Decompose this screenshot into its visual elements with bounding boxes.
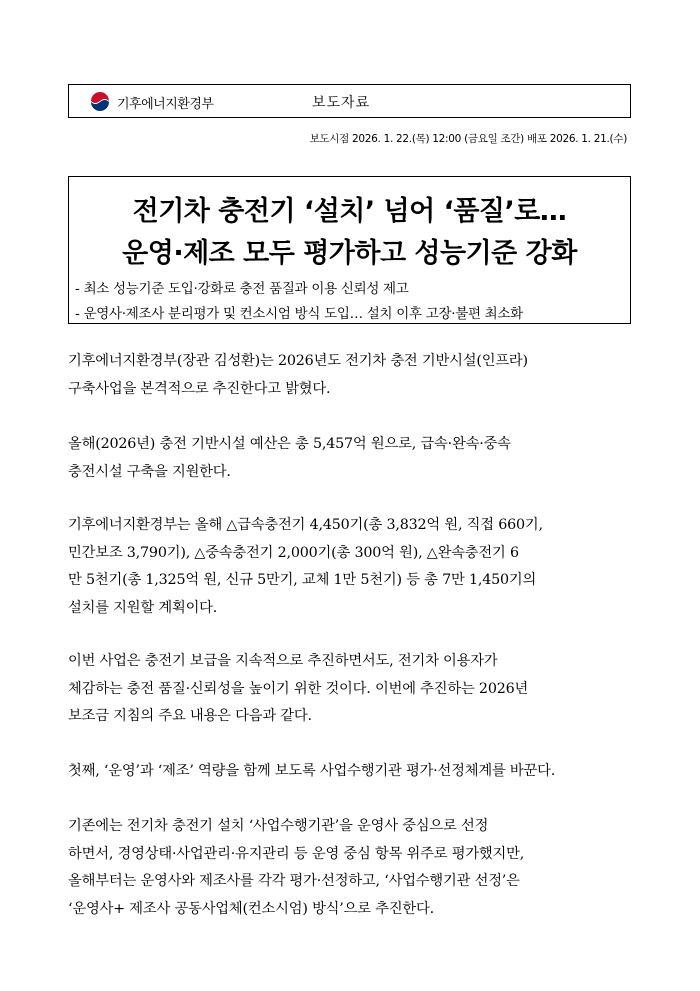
paragraph-line: 만 5천기(총 1,325억 원, 신규 5만기, 교체 1만 5천기) 등 총 7만 1,450기의: [68, 572, 537, 588]
paragraph-line: 기존에는 전기차 충전기 설치 ‘사업수행기관’을 운영사 중심으로 선정: [68, 818, 489, 834]
paragraph-line: 첫째, ‘운영’과 ‘제조’ 역량을 함께 보도록 사업수행기관 평가·선정체계를 바꾼다.: [68, 763, 556, 779]
paragraph-line: 민간보조 3,790기), △중속충전기 2,000기(총 300억 원), △완속충전기 6: [68, 544, 519, 561]
release-info: 보도시점 2026. 1. 22.(목) 12:00 (금요일 조간) 배포 2026. 1. 21.(수): [309, 133, 627, 145]
paragraph-2: [68, 431, 631, 486]
paragraph-line: 올해(2026년) 충전 기반시설 예산은 총 5,457억 원으로, 급속·완속·중속: [68, 436, 511, 452]
paragraph-line: 올해부터는 운영사와 제조사를 각각 평가·선정하고, ‘사업수행기관 선정’은: [68, 873, 520, 889]
paragraph-line: 보조금 지침의 주요 내용은 다음과 같다.: [68, 708, 312, 724]
paragraph-6: [68, 813, 631, 923]
paragraph-line: 구축사업을 본격적으로 추진한다고 밝혔다.: [68, 380, 331, 397]
org-name: 기후에너지환경부: [117, 97, 214, 112]
paragraph-5: [68, 758, 631, 786]
title-line-2: 운영·제조 모두 평가하고 성능기준 강화: [122, 238, 577, 269]
paragraph-4: [68, 648, 631, 731]
subtitle-2: - 운영사·제조사 분리평가 및 컨소시엄 방식 도입… 설치 이후 고장·불편 최소화: [75, 306, 523, 322]
paragraph-3: [68, 512, 631, 622]
paragraph-line: 충전시설 구축을 지원한다.: [68, 463, 231, 480]
government-logo-icon: [89, 91, 111, 113]
title-box: [68, 176, 631, 324]
paragraph-1: [68, 348, 631, 403]
paragraph-line: 이번 사업은 충전기 보급을 지속적으로 추진하면서도, 전기차 이용자가: [68, 653, 498, 669]
paragraph-line: ‘운영사+ 제조사 공동사업체(컨소시엄) 방식’으로 추진한다.: [68, 900, 434, 917]
paragraph-line: 설치를 지원할 계획이다.: [68, 599, 218, 616]
subtitle-1: - 최소 성능기준 도입·강화로 충전 품질과 이용 신뢰성 제고: [75, 281, 409, 297]
doc-type-label: 보도자료: [312, 95, 371, 111]
header-box: [68, 84, 631, 118]
paragraph-line: 기후에너지환경부는 올해 △급속충전기 4,450기(총 3,832억 원, 직접 660기,: [68, 517, 543, 533]
paragraph-line: 기후에너지환경부(장관 김성환)는 2026년도 전기차 충전 기반시설(인프라): [68, 353, 528, 369]
paragraph-line: 하면서, 경영상태·사업관리·유지관리 등 운영 중심 항목 위주로 평가했지만,: [68, 845, 525, 862]
title-line-1: 전기차 충전기 ‘설치’ 넘어 ‘품질’로…: [132, 196, 567, 227]
paragraph-line: 체감하는 충전 품질·신뢰성을 높이기 위한 것이다. 이번에 추진하는 2026년: [68, 680, 529, 697]
